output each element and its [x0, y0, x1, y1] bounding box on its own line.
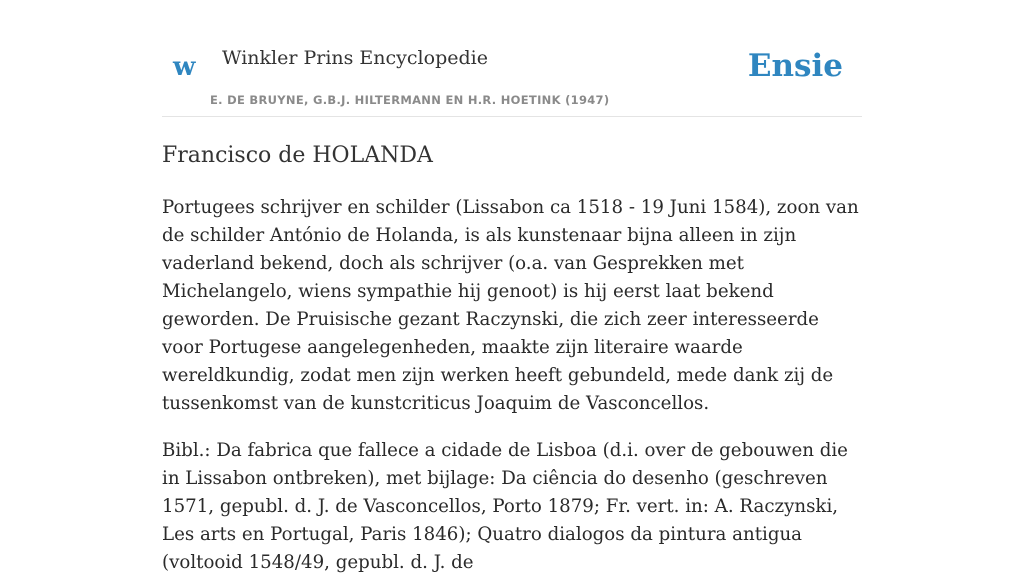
article-paragraph: Portugees schrijver en schilder (Lissabon ca 1518 - 19 Juni 1584), zoon van de schilder António de Holanda, is als kunstenaar bijna alleen in zijn vaderland bekend, doch als schrijver (o.a. van Gesprekken met Michelangelo, wiens sympathie hij genoot) is hij eerst laat bekend geworden. De Pruisische gezant Raczynski, die zich zeer interesseerde voor Portugese aangelegenheden, maakte zijn literaire waarde wereldkundig, zodat men zijn werken heeft gebundeld, mede dank zij de tussenkomst van de kunstcriticus Joaquim de Vasconcellos.	[162, 197, 859, 414]
source-header	[162, 0, 862, 117]
article-title: Francisco de HOLANDA	[162, 143, 433, 168]
page	[162, 0, 862, 577]
source-authors: E. DE BRUYNE, G.B.J. HILTERMANN EN H.R. HOETINK (1947)	[210, 93, 610, 107]
bibliography-paragraph: Bibl.: Da fabrica que fallece a cidade de Lisboa (d.i. over de gebouwen die in Lissabon ontbreken), met bijlage: Da ciência do desenho (geschreven 1571, gepubl. d. J. de Vasconcellos, Porto 1879; Fr. vert. in: A. Raczynski, Les arts en Portugal, Paris 1846); Quatro dialogos da pintura antigua (voltooid 1548/49, gepubl. d. J. de	[162, 440, 848, 573]
ensie-logo[interactable]: Ensie	[747, 48, 843, 84]
source-logo-icon[interactable]: w	[173, 52, 196, 82]
source-title[interactable]: Winkler Prins Encyclopedie	[222, 47, 488, 69]
